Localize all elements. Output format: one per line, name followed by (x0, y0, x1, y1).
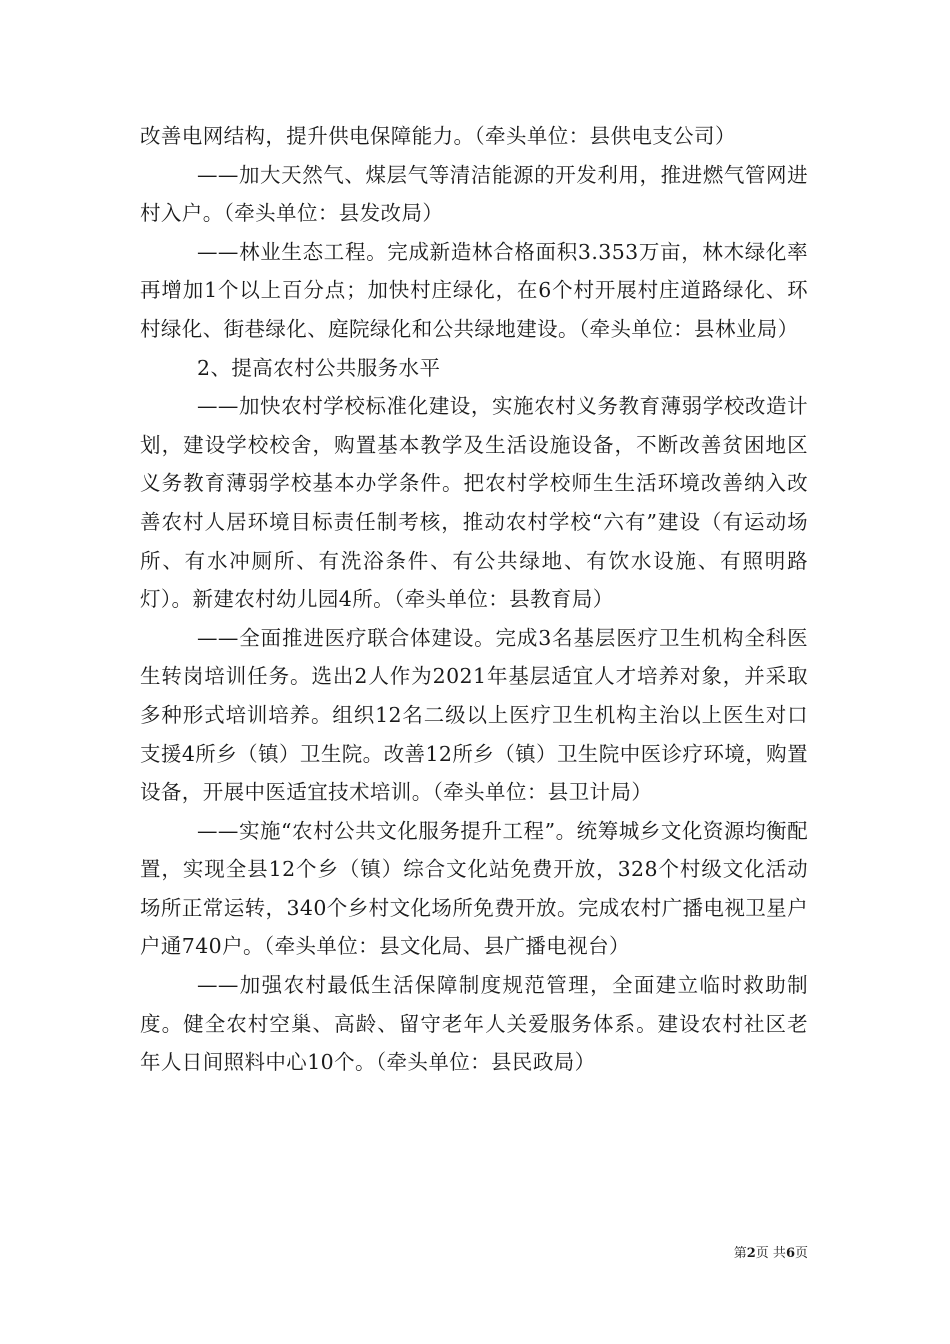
paragraph-5: ——加快农村学校标准化建设，实施农村义务教育薄弱学校改造计划，建设学校校舍，购置基本教学及生活设施设备，不断改善贫困地区义务教育薄弱学校基本办学条件。把农村学校师生生活环境改善纳入改善农村人居环境目标责任制考核，推动农村学校“六有”建设（有运动场所、有水冲厕所、有洗浴条件、有公共绿地、有饮水设施、有照明路灯）。新建农村幼儿园4所。（牵头单位：县教育局） (140, 394, 808, 612)
paragraph-3: ——林业生态工程。完成新造林合格面积3.353万亩，林木绿化率再增加1个以上百分点；加快村庄绿化，在6个村开展村庄道路绿化、环村绿化、街巷绿化、庭院绿化和公共绿地建设。（牵头单位：县林业局） (140, 239, 808, 341)
current-page-number: 2 (746, 1246, 756, 1261)
section-heading: 2、提高农村公共服务水平 (197, 355, 441, 380)
document-body (140, 117, 808, 1082)
paragraph-8: ——加强农村最低生活保障制度规范管理，全面建立临时救助制度。健全农村空巢、高龄、留守老年人关爱服务体系。建设农村社区老年人日间照料中心10个。（牵头单位：县民政局） (140, 973, 808, 1075)
footer-prefix: 第 (733, 1246, 747, 1261)
footer-middle: 页 共 (755, 1246, 786, 1261)
page-number-footer (700, 1245, 808, 1263)
footer-suffix: 页 (794, 1246, 808, 1261)
paragraph-1: 改善电网结构，提升供电保障能力。（牵头单位：县供电支公司） (140, 124, 736, 148)
total-pages-number: 6 (785, 1246, 795, 1261)
paragraph-7: ——实施“农村公共文化服务提升工程”。统筹城乡文化资源均衡配置，实现全县12个乡（镇）综合文化站免费开放，328个村级文化活动场所正常运转，340个乡村文化场所免费开放。完成农村广播电视卫星户户通740户。（牵头单位：县文化局、县广播电视台） (140, 818, 808, 959)
paragraph-2: ——加大天然气、煤层气等清洁能源的开发利用，推进燃气管网进村入户。（牵头单位：县发改局） (140, 162, 808, 226)
paragraph-6: ——全面推进医疗联合体建设。完成3名基层医疗卫生机构全科医生转岗培训任务。选出2人作为2021年基层适宜人才培养对象，并采取多种形式培训培养。组织12名二级以上医疗卫生机构主治以上医生对口支援4所乡（镇）卫生院。改善12所乡（镇）卫生院中医诊疗环境，购置设备，开展中医适宜技术培训。（牵头单位：县卫计局） (140, 625, 808, 805)
